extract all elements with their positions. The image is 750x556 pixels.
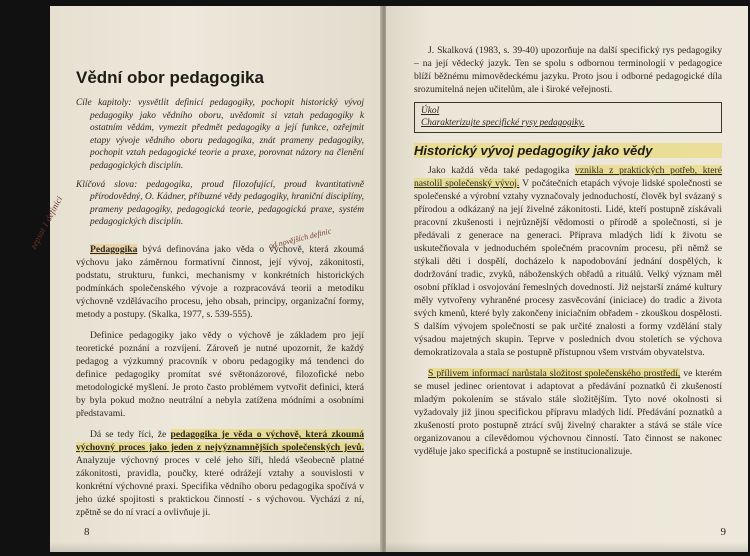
definition-text: bývá definována jako věda o výchově, která zkoumá výchovu jako záměrnou formativní činnost, její vývoj, zákonitosti, podstatu, strukturu, funkci, mechanismy v konkrétních historických podmínkách společenského vývoje a rozpracovává teorii a metodiku výchovně vzdělávacího procesu, jeho obsah, principy, organizační formy, metody a postupy. (Skalka, 1977, s. 539-555). bbox=[76, 243, 364, 320]
left-page bbox=[28, 6, 382, 552]
history-p1-start: Jako každá věda také pedagogika bbox=[428, 165, 570, 176]
chapter-goals-text: vysvětlit definicí pedagogiky, pochopit historický vývoj pedagogiky jako vědního oboru, uvědomit si vztah pedagogiky k ostatním vědám, vymezit předmět pedagogiky a její funkce, ozřejmit etapy vývoje vědního oboru pedagogika, znát prameny pedagogiky, pochopit vztah pedagogické teorie a praxe, porovnat názory na členění pedagogických disciplín. bbox=[90, 98, 365, 171]
keywords-text: pedagogika, proud filozofující, proud kvantitativně přírodovědný, O. Kádner, příbuzné vědy pedagogiky, hraniční disciplíny, prameny pedagogiky, pedagogická teorie, pedagogická praxe, systém pedagogických disciplín. bbox=[90, 179, 364, 228]
handwritten-margin-note: zepsat 1 definici bbox=[28, 194, 65, 251]
chapter-goals-label: Cíle kapitoly: bbox=[76, 98, 132, 108]
summary-start: Dá se tedy říci, že bbox=[90, 428, 167, 440]
task-box bbox=[414, 102, 722, 133]
summary-highlight: pedagogika je věda o výchově, která zkoumá výchovný proces jako jeden z nejvýznamnějších společenských jevů. bbox=[76, 428, 364, 453]
history-paragraph-1 bbox=[414, 164, 722, 359]
keywords bbox=[76, 179, 364, 229]
section-title: Historický vývoj pedagogiky jako vědy bbox=[414, 143, 722, 158]
keywords-label: Klíčová slova: bbox=[76, 179, 138, 190]
right-page bbox=[386, 6, 748, 552]
history-paragraph-2 bbox=[414, 367, 722, 458]
history-p1-highlight: vznikla z praktických potřeb, které nastolil společenský vývoj. bbox=[414, 165, 722, 189]
chapter-title: Vědní obor pedagogika bbox=[76, 68, 264, 87]
summary-rest: Analyzuje výchovný proces v celé jeho šíři, hledá všeobecně platné zákonitosti, pravidla, poučky, které odrážejí vztahy a souvislosti v konkrétní výchovné praxi. Specifika vědního oboru pedagogika spočívá v jeho úzké spojitosti s praktickou činností - s výchovou. Vychází z ní, zpětně se do ní vrací a ovlivňuje ji. bbox=[76, 454, 364, 518]
paragraph-summary bbox=[76, 428, 364, 519]
intro-paragraph: J. Skalková (1983, s. 39-40) upozorňuje na další specifický rys pedagogiky – na její vědecký jazyk. Ten se spolu s odbornou terminologií v pedagogice blíží běžnému mimovědeckému jazyku. Proto jsou i odborné pedagogické díla srozumitelná nejen učitelům, ale i široké veřejnosti. bbox=[414, 45, 722, 95]
page-number-left: 8 bbox=[84, 526, 90, 538]
page-number-right: 9 bbox=[720, 526, 726, 538]
task-text: Charakterizujte specifické rysy pedagogiky. bbox=[421, 118, 585, 128]
history-p2-rest: ve kterém se musel jedinec orientovat i adaptovat a předávání poznatků či zkušeností mladým pokolením se stávalo stále složitějším. Tyto nové okolnosti si vyžadovaly již jinou specifickou přípravu mladých lidí. Předávání poznatků a zkušeností proto postupně ztrácí svůj živelný charakter a stává se stále více organizovanou a cílevědomou výchovnou činností. Tato činnost se nakonec vyděluje jako specifická a postupně se institucionalizuje. bbox=[414, 368, 722, 457]
task-title: Úkol bbox=[421, 106, 440, 116]
chapter-goals bbox=[76, 97, 364, 173]
paragraph-definition-notes: Definice pedagogiky jako vědy o výchově je základem pro její teoretické poznání a rozvíjení. Zároveň je nutné upozornit, že každý pedagog a výzkumný pracovník v oboru pedagogiky má tendenci do definice pedagogiky promítat své světonázorové, filozofické nebo metodologické myšlení. Je proto často problémem vytvořit definici, která by byla pokud možno neutrální a nebyla zatížena módními a osobními představami. bbox=[76, 329, 364, 419]
book-spread bbox=[28, 6, 748, 552]
definition-paragraph bbox=[76, 243, 364, 321]
history-p2-highlight: S přílivem informací narůstala složitost společenského prostředí, bbox=[428, 368, 681, 379]
handwritten-top-note: od novějších definic bbox=[267, 226, 333, 251]
history-p1-rest: V počátečních etapách vývoje lidské společnosti se společenské a výrobní vztahy vyznačovaly jednoduchostí, člověk byl svázaný s přírodou a odkázaný na její živelné zákonitosti. Lidé, kteří postupně získávali pracovní zkušenosti i nejrůznější vědomosti o přírodě a společnosti, si je předávali z generace na generaci. Příprava mladých lidí k životu se uskutečňovala v jednoduchém společném pracovním procesu, při němž se stýkali děti i dospělí, docházelo k napodobování jednání dospělých, k dodržování tradic, zvyků, náboženských obřadů a rituálů. Velký význam měl osobní příklad i osvojování řemeslných dovedností. Již nejstarší známé kultury měly vytvořeny vyhraněné procesy zasvěcování (iniciace) do tradic a života svých kmenů, které byly zakončeny iniciačním obřadem - zkouškou dospělosti. S dalším vývojem společnosti se pak určité znalosti a formy vzdělání staly výsadou majetných skupin. Teprve v posledních dvou stoletích se výchova demokratizovala a stala se postupně přístupnou všem vrstvám obyvatelstva. bbox=[414, 178, 723, 358]
definition-term: Pedagogika bbox=[90, 243, 138, 255]
